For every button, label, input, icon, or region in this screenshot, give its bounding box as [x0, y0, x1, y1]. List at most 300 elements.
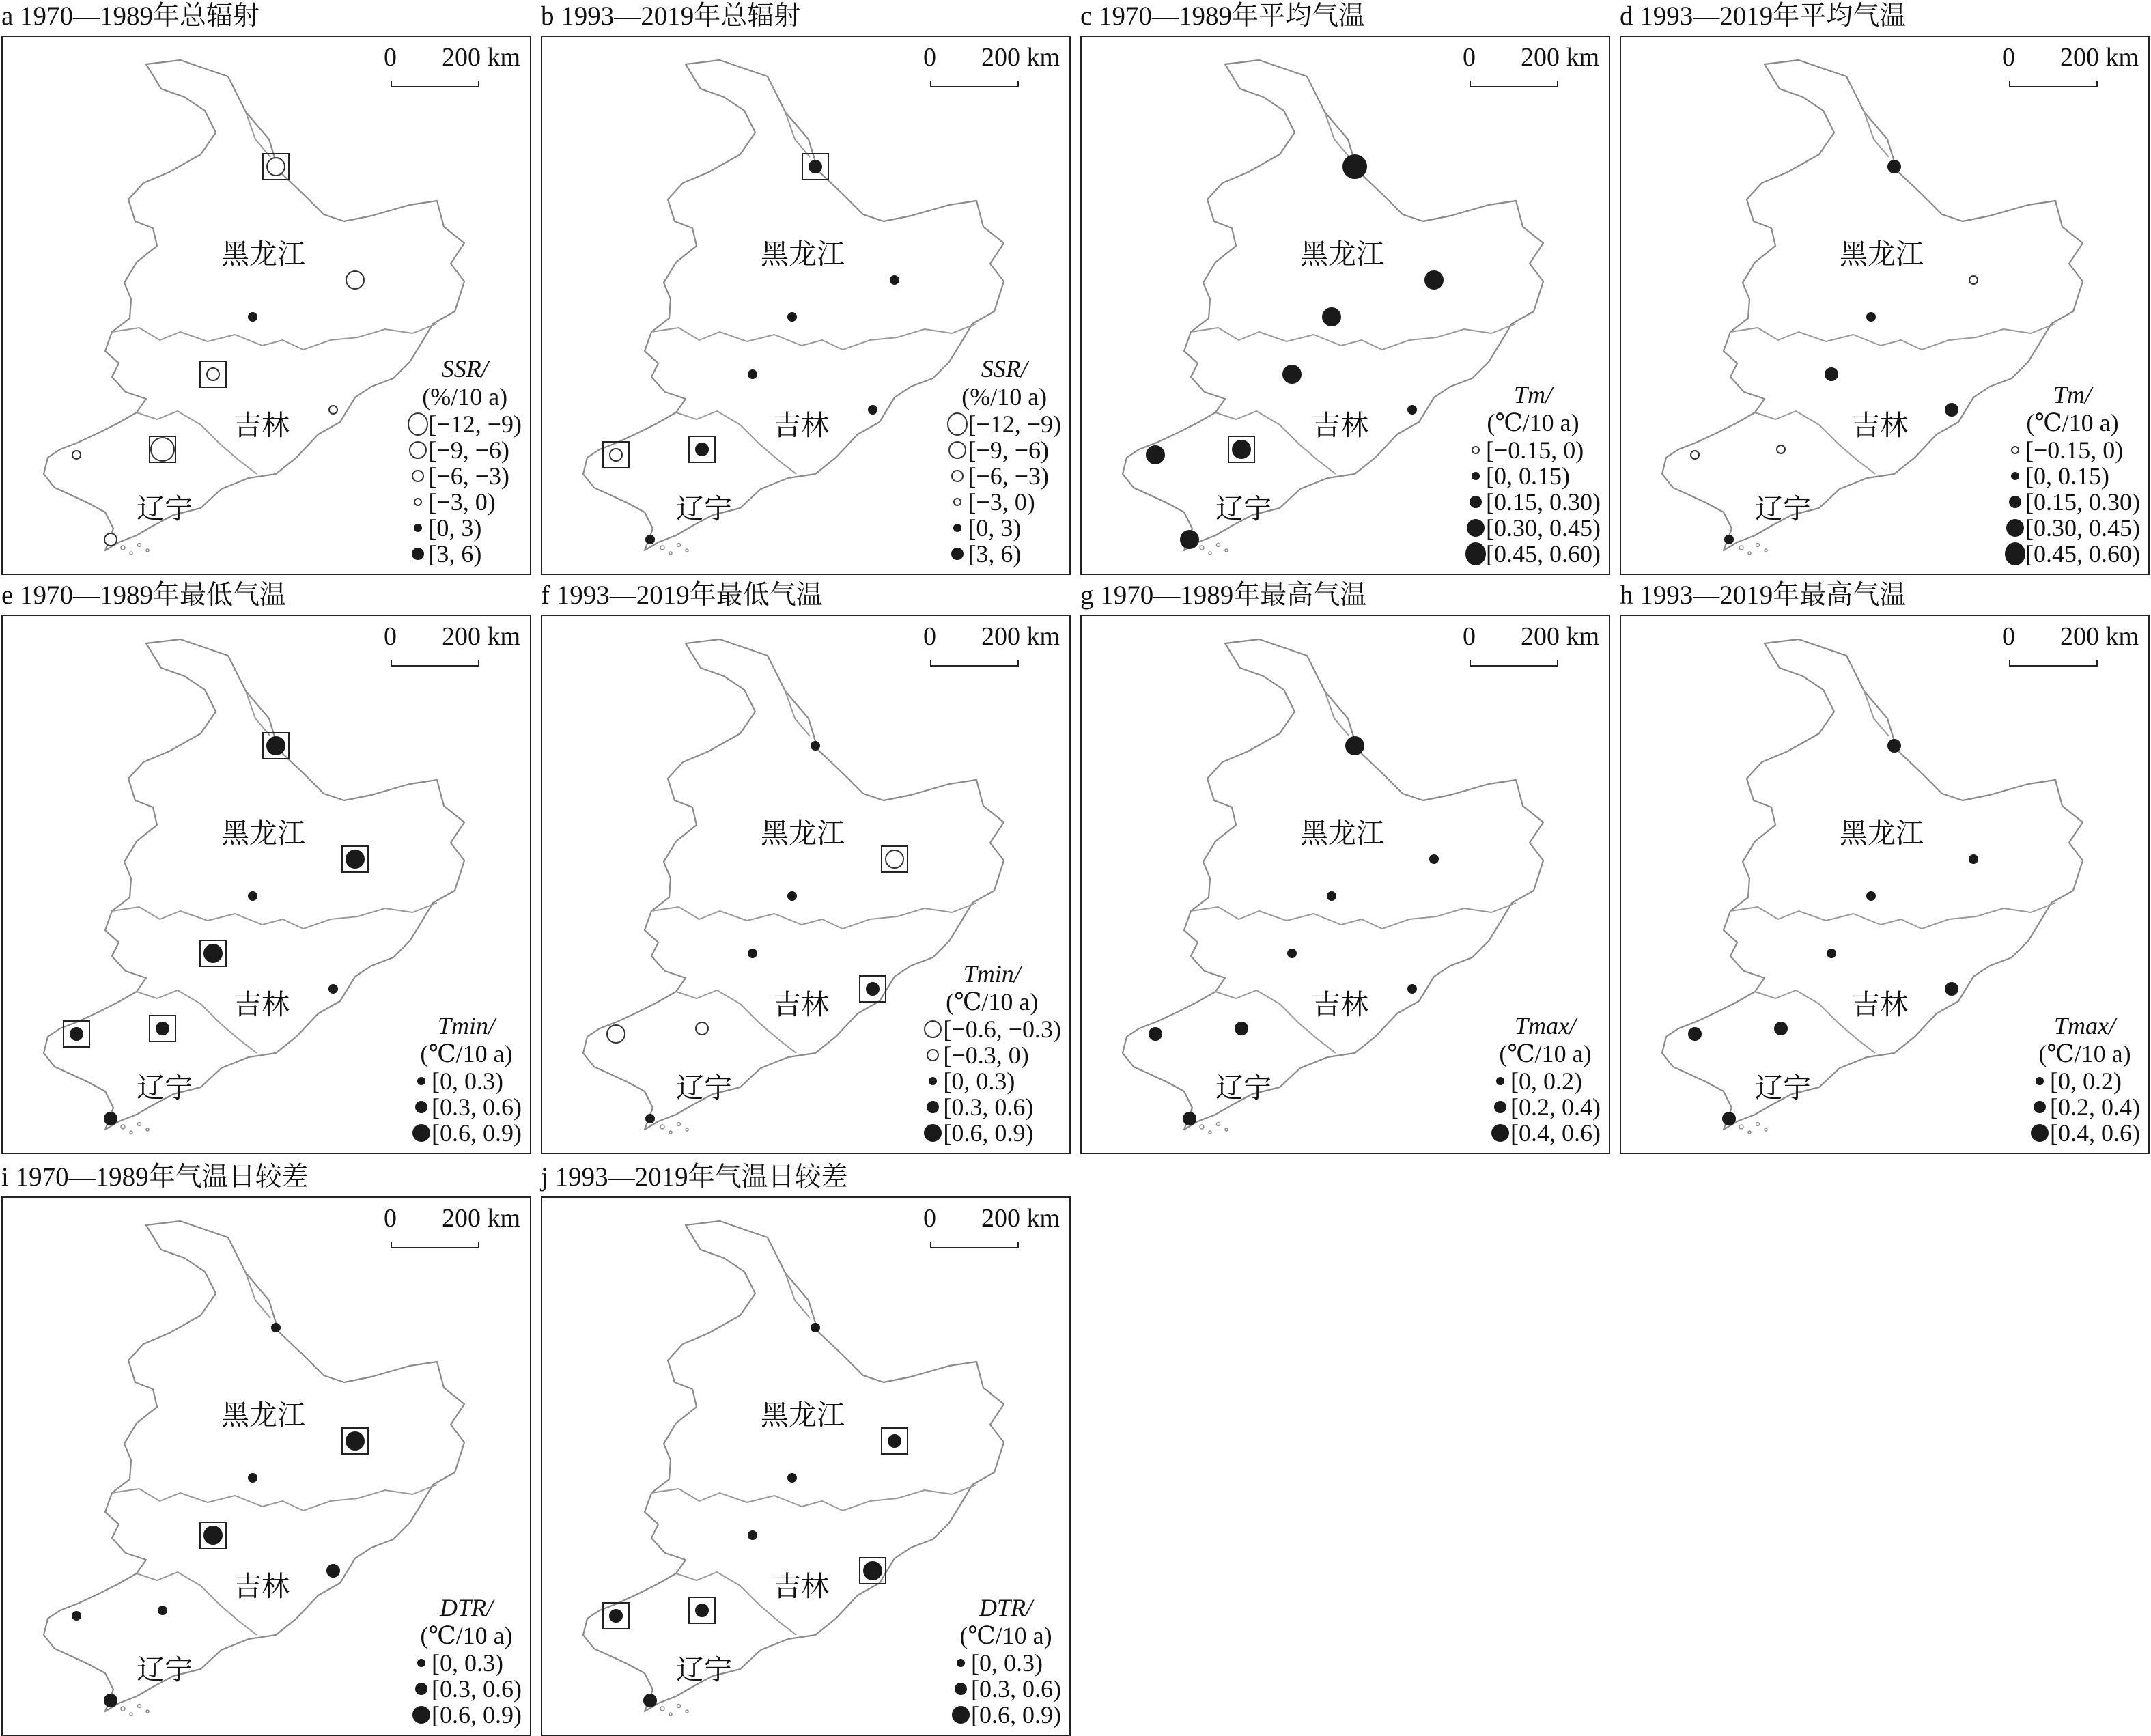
scale-zero: 0: [923, 1204, 936, 1233]
legend-label: [0.6, 0.9): [971, 1701, 1061, 1728]
station-marker: [1888, 160, 1900, 173]
legend-item: [408, 463, 522, 489]
legend-label: [0.4, 0.6): [1510, 1119, 1601, 1147]
station-marker: [104, 1694, 117, 1707]
map-frame: [541, 36, 1071, 575]
station-marker: [689, 436, 715, 462]
legend-label: [0, 0.2): [1510, 1067, 1582, 1095]
station-marker: [150, 436, 175, 462]
station-dot: [610, 449, 622, 461]
legend-item: [1490, 1068, 1601, 1094]
legend-item: [408, 515, 522, 541]
province-label-ln: 辽宁: [1215, 1072, 1271, 1104]
station-dot: [888, 1435, 901, 1447]
scale-distance: 200 km: [981, 622, 1060, 651]
map-frame: [541, 1196, 1071, 1736]
legend-label: [0.45, 0.60): [1486, 540, 1601, 568]
legend-symbol: [415, 1683, 427, 1695]
legend-symbol: [417, 1659, 425, 1667]
legend: [1465, 381, 1601, 567]
station-marker: [342, 1428, 368, 1454]
station-marker: [1408, 406, 1416, 414]
station-dot: [1689, 1028, 1701, 1040]
station-dot: [329, 406, 337, 414]
station-dot: [70, 1028, 83, 1040]
legend-label: [0, 3): [968, 514, 1022, 542]
legend-unit: (℃/10 a): [1499, 1040, 1592, 1067]
province-label-jl: 吉林: [1312, 409, 1368, 442]
legend-item: [1490, 1094, 1601, 1120]
legend-item: [947, 437, 1061, 463]
station-marker: [1969, 276, 1978, 284]
station-marker: [811, 742, 819, 750]
province-label-ln: 辽宁: [137, 1072, 193, 1104]
station-dot: [329, 985, 337, 993]
station-dot: [1969, 276, 1978, 284]
station-marker: [869, 406, 877, 414]
island: [146, 549, 149, 552]
station-dot: [646, 1115, 654, 1123]
station-marker: [1777, 445, 1785, 453]
island: [1200, 1125, 1204, 1129]
station-marker: [644, 1694, 656, 1707]
station-marker: [1288, 949, 1296, 957]
legend-symbol: [414, 524, 422, 532]
island: [1748, 1131, 1751, 1134]
legend: [411, 1594, 522, 1728]
legend-symbol: [412, 470, 424, 482]
river-line: [1864, 112, 1889, 157]
station-marker: [158, 1606, 167, 1614]
legend-item: [2005, 489, 2140, 515]
station-marker: [329, 406, 337, 414]
station-marker: [1408, 985, 1416, 993]
legend-label: [−12, −9): [428, 410, 522, 438]
station-marker: [342, 846, 368, 872]
station-dot: [1327, 892, 1336, 900]
province-label-jl: 吉林: [234, 1570, 290, 1603]
scale-distance: 200 km: [981, 43, 1060, 72]
station-marker: [1147, 446, 1164, 464]
province-label-hlj: 黑龙江: [761, 817, 845, 850]
legend-label: [0, 0.3): [943, 1067, 1015, 1095]
island: [1225, 1128, 1228, 1131]
station-dot: [346, 271, 364, 289]
station-dot: [1346, 737, 1364, 755]
river-line: [1325, 112, 1349, 157]
island: [1748, 552, 1751, 555]
station-dot: [204, 1526, 222, 1544]
scale-bar: [384, 1203, 520, 1244]
station-marker: [1327, 892, 1336, 900]
station-marker: [249, 892, 257, 900]
legend-item: [951, 1702, 1061, 1728]
province-label-jl: 吉林: [773, 409, 829, 442]
legend-symbol: [952, 1706, 970, 1724]
station-dot: [1945, 404, 1958, 416]
legend-label: [3, 6): [968, 540, 1022, 568]
scale-bar: [1463, 621, 1599, 662]
station-dot: [346, 850, 364, 868]
province-border: [1191, 903, 1516, 929]
station-dot: [1323, 308, 1340, 326]
station-marker: [1867, 313, 1875, 321]
legend-symbol: [1472, 472, 1480, 480]
station-dot: [890, 276, 899, 284]
legend-item: [923, 1120, 1061, 1146]
station-marker: [1430, 855, 1438, 863]
legend-unit: (℃/10 a): [2038, 1040, 2131, 1067]
station-marker: [272, 1324, 280, 1332]
station-marker: [200, 940, 226, 966]
station-marker: [1149, 1028, 1162, 1040]
province-label-jl: 吉林: [773, 988, 829, 1021]
legend-symbol: [409, 441, 427, 459]
scale-zero: 0: [384, 43, 397, 72]
island: [1756, 1123, 1760, 1126]
map-frame: [1, 615, 531, 1154]
station-dot: [1723, 1112, 1735, 1125]
station-dot: [886, 850, 903, 868]
scale-zero: 0: [384, 622, 397, 651]
station-marker: [150, 1016, 175, 1041]
station-dot: [156, 1022, 169, 1035]
station-marker: [64, 1021, 89, 1047]
river-line: [785, 691, 810, 736]
station-marker: [811, 1324, 819, 1332]
legend-label: [0.6, 0.9): [943, 1119, 1034, 1147]
station-marker: [1945, 983, 1958, 995]
legend-symbol: [927, 1101, 939, 1113]
island: [1217, 544, 1220, 547]
legend-item: [947, 515, 1061, 541]
station-dot: [696, 1022, 708, 1035]
station-dot: [1888, 160, 1900, 173]
panel-title: f 1993—2019年最低气温: [541, 580, 823, 610]
station-marker: [104, 533, 117, 546]
province-label-hlj: 黑龙江: [1840, 238, 1924, 270]
station-marker: [1283, 365, 1301, 383]
island: [1739, 546, 1743, 550]
legend-title: Tmax/: [1515, 1012, 1576, 1039]
legend-label: [−9, −6): [968, 436, 1049, 464]
map-frame: [1080, 615, 1610, 1154]
province-label-ln: 辽宁: [1215, 492, 1271, 525]
station-marker: [1228, 436, 1254, 462]
legend-symbol: [408, 412, 428, 436]
legend-unit: (℃/10 a): [420, 1040, 513, 1067]
island: [1739, 1125, 1743, 1129]
legend-symbol: [414, 498, 422, 506]
legend-label: [−0.3, 0): [943, 1041, 1029, 1069]
legend-item: [2029, 1094, 2140, 1120]
station-dot: [1288, 949, 1296, 957]
station-dot: [1888, 740, 1900, 752]
station-dot: [1183, 1112, 1196, 1125]
legend-symbol: [947, 412, 968, 436]
legend-label: [0.30, 0.45): [2025, 514, 2140, 542]
province-label-jl: 吉林: [1852, 409, 1908, 442]
island: [1209, 1131, 1211, 1134]
station-dot: [249, 1474, 257, 1482]
legend-symbol: [415, 1101, 427, 1113]
legend-label: [0.3, 0.6): [971, 1675, 1061, 1703]
island: [677, 1123, 681, 1126]
legend-symbol: [2006, 519, 2024, 537]
legend-label: [−6, −3): [968, 462, 1049, 490]
island: [686, 549, 688, 552]
station-dot: [696, 443, 708, 456]
scale-zero: 0: [1463, 43, 1476, 72]
scale-distance: 200 km: [1520, 43, 1599, 72]
station-marker: [200, 1522, 226, 1548]
legend-unit: (℃/10 a): [1487, 409, 1579, 436]
island: [1200, 546, 1204, 550]
island: [130, 1713, 132, 1716]
station-dot: [788, 313, 796, 321]
legend-unit: (%/10 a): [422, 383, 508, 410]
station-dot: [346, 1432, 364, 1450]
station-marker: [104, 1112, 117, 1125]
legend-label: [−9, −6): [428, 436, 509, 464]
station-marker: [788, 313, 796, 321]
province-label-ln: 辽宁: [676, 1653, 732, 1686]
station-marker: [1825, 368, 1838, 380]
map-frame: [1080, 36, 1610, 575]
panel-title: a 1970—1989年总辐射: [1, 1, 260, 31]
legend-item: [411, 1068, 522, 1094]
legend-title: Tm/: [1513, 381, 1553, 408]
province-label-jl: 吉林: [234, 988, 290, 1021]
station-dot: [811, 742, 819, 750]
province-border: [651, 324, 976, 350]
legend-symbol: [417, 1077, 425, 1085]
panel-title: c 1970—1989年平均气温: [1080, 1, 1366, 31]
legend-item: [1465, 489, 1601, 515]
legend-item: [1465, 541, 1601, 567]
province-border: [651, 903, 976, 929]
station-marker: [1775, 1022, 1787, 1035]
station-marker: [788, 1474, 796, 1482]
legend-label: [3, 6): [428, 540, 482, 568]
station-marker: [1969, 855, 1978, 863]
legend-title: SSR/: [981, 355, 1028, 382]
station-marker: [1723, 1112, 1735, 1125]
scale-bar: [923, 42, 1060, 83]
province-label-jl: 吉林: [773, 1570, 829, 1603]
legend-unit: (℃/10 a): [420, 1622, 513, 1649]
station-marker: [646, 1115, 654, 1123]
station-marker: [249, 1474, 257, 1482]
scale-zero: 0: [2002, 43, 2015, 72]
legend-symbol: [1491, 1124, 1509, 1142]
legend: [1490, 1012, 1601, 1146]
station-dot: [207, 368, 219, 380]
scale-bar: [923, 1203, 1060, 1244]
station-dot: [104, 1694, 117, 1707]
legend-symbol: [2011, 472, 2019, 480]
station-dot: [267, 737, 285, 755]
legend-symbol: [929, 1077, 937, 1085]
legend-symbol: [2009, 496, 2021, 508]
province-label-ln: 辽宁: [1755, 1072, 1811, 1104]
station-marker: [748, 370, 757, 378]
station-marker: [788, 892, 796, 900]
map-frame: [1, 36, 531, 575]
scale-distance: 200 km: [981, 1204, 1060, 1233]
station-dot: [1691, 451, 1699, 459]
river-line: [246, 691, 270, 736]
province-border: [1191, 324, 1516, 350]
legend-item: [1465, 515, 1601, 541]
province-label-hlj: 黑龙江: [761, 238, 845, 270]
station-dot: [267, 158, 285, 176]
island: [1756, 544, 1760, 547]
province-border: [112, 1485, 437, 1511]
river-line: [785, 1273, 810, 1318]
station-marker: [607, 1025, 625, 1043]
island: [1209, 552, 1211, 555]
legend-label: [−3, 0): [968, 488, 1035, 516]
station-dot: [1425, 271, 1443, 289]
province-label-ln: 辽宁: [137, 1653, 193, 1686]
legend-symbol: [951, 548, 964, 560]
island: [130, 552, 132, 555]
station-dot: [748, 949, 757, 957]
scale-distance: 200 km: [441, 622, 520, 651]
province-border: [1730, 903, 2055, 929]
island: [669, 1131, 672, 1134]
province-label-ln: 辽宁: [676, 1072, 732, 1104]
scale-zero: 0: [923, 43, 936, 72]
legend-unit: (%/10 a): [961, 383, 1048, 410]
legend-label: [0.3, 0.6): [432, 1093, 522, 1121]
panel-title: d 1993—2019年平均气温: [1620, 1, 1907, 31]
legend-label: [0.3, 0.6): [432, 1675, 522, 1703]
province-label-hlj: 黑龙江: [1840, 817, 1924, 850]
legend-item: [923, 1042, 1061, 1068]
legend-symbol: [1496, 1077, 1504, 1085]
legend-label: [−12, −9): [968, 410, 1061, 438]
legend-symbol: [1470, 496, 1482, 508]
legend-item: [411, 1120, 522, 1146]
station-dot: [1825, 368, 1838, 380]
station-dot: [1725, 535, 1733, 544]
station-dot: [72, 1612, 81, 1620]
legend-label: [−0.6, −0.3): [943, 1016, 1061, 1043]
station-dot: [1969, 855, 1978, 863]
legend-item: [923, 1094, 1061, 1120]
legend-symbol: [412, 1706, 430, 1724]
legend-symbol: [2031, 1124, 2049, 1142]
scale-distance: 200 km: [2059, 43, 2139, 72]
island: [1217, 1123, 1220, 1126]
legend-symbol: [924, 1020, 942, 1038]
scale-distance: 200 km: [1520, 622, 1599, 651]
river-line: [1864, 691, 1889, 736]
station-marker: [1181, 531, 1198, 548]
station-marker: [200, 361, 226, 387]
panel-title: e 1970—1989年最低气温: [1, 580, 287, 610]
station-marker: [1183, 1112, 1196, 1125]
legend-label: [0.2, 0.4): [1510, 1093, 1601, 1121]
province-border: [112, 903, 437, 929]
legend-unit: (℃/10 a): [946, 988, 1039, 1016]
station-marker: [696, 1022, 708, 1035]
station-marker: [1867, 892, 1875, 900]
legend-title: Tmax/: [2054, 1012, 2115, 1039]
island: [1225, 549, 1228, 552]
legend-title: SSR/: [441, 355, 488, 382]
legend-symbol: [1472, 446, 1480, 454]
province-label-ln: 辽宁: [676, 492, 732, 525]
station-dot: [1867, 892, 1875, 900]
scale-bar: [384, 621, 520, 662]
legend-label: [0.6, 0.9): [432, 1701, 522, 1728]
station-dot: [811, 1324, 819, 1332]
river-line: [246, 112, 270, 157]
station-marker: [1827, 949, 1836, 957]
station-dot: [1181, 531, 1198, 548]
legend: [2029, 1012, 2140, 1146]
legend-label: [0, 0.15): [2025, 462, 2109, 490]
station-dot: [1827, 949, 1836, 957]
province-label-hlj: 黑龙江: [1300, 817, 1384, 850]
island: [669, 552, 672, 555]
station-dot: [151, 438, 174, 461]
legend-symbol: [2005, 542, 2025, 565]
legend-label: [−6, −3): [428, 462, 509, 490]
station-marker: [689, 1597, 715, 1623]
island: [138, 544, 141, 547]
legend-unit: (℃/10 a): [2026, 409, 2119, 436]
legend-item: [408, 437, 522, 463]
station-dot: [158, 1606, 167, 1614]
station-dot: [869, 406, 877, 414]
river-line: [1325, 691, 1349, 736]
legend-label: [0, 0.15): [1486, 462, 1570, 490]
scale-bar: [2002, 42, 2139, 83]
station-dot: [1408, 406, 1416, 414]
scale-bar: [2002, 621, 2139, 662]
legend-label: [0.6, 0.9): [432, 1119, 522, 1147]
legend-title: Tmin/: [437, 1012, 496, 1039]
scale-distance: 200 km: [2059, 622, 2139, 651]
island: [121, 1707, 125, 1711]
station-dot: [610, 1610, 622, 1622]
station-marker: [72, 451, 81, 459]
legend-item: [1465, 437, 1601, 463]
legend: [2005, 381, 2140, 567]
legend-symbol: [1494, 1101, 1506, 1113]
province-label-hlj: 黑龙江: [1300, 238, 1384, 270]
legend-item: [408, 411, 522, 437]
legend-symbol: [957, 1659, 965, 1667]
scale-zero: 0: [923, 622, 936, 651]
legend-item: [951, 1650, 1061, 1676]
island: [660, 546, 664, 550]
legend-item: [411, 1676, 522, 1702]
island: [146, 1128, 149, 1131]
river-line: [246, 1273, 270, 1318]
station-dot: [1430, 855, 1438, 863]
legend-label: [0.4, 0.6): [2050, 1119, 2140, 1147]
station-marker: [890, 276, 899, 284]
station-dot: [1149, 1028, 1162, 1040]
station-dot: [607, 1025, 625, 1043]
station-dot: [327, 1565, 339, 1577]
scale-zero: 0: [1463, 622, 1476, 651]
